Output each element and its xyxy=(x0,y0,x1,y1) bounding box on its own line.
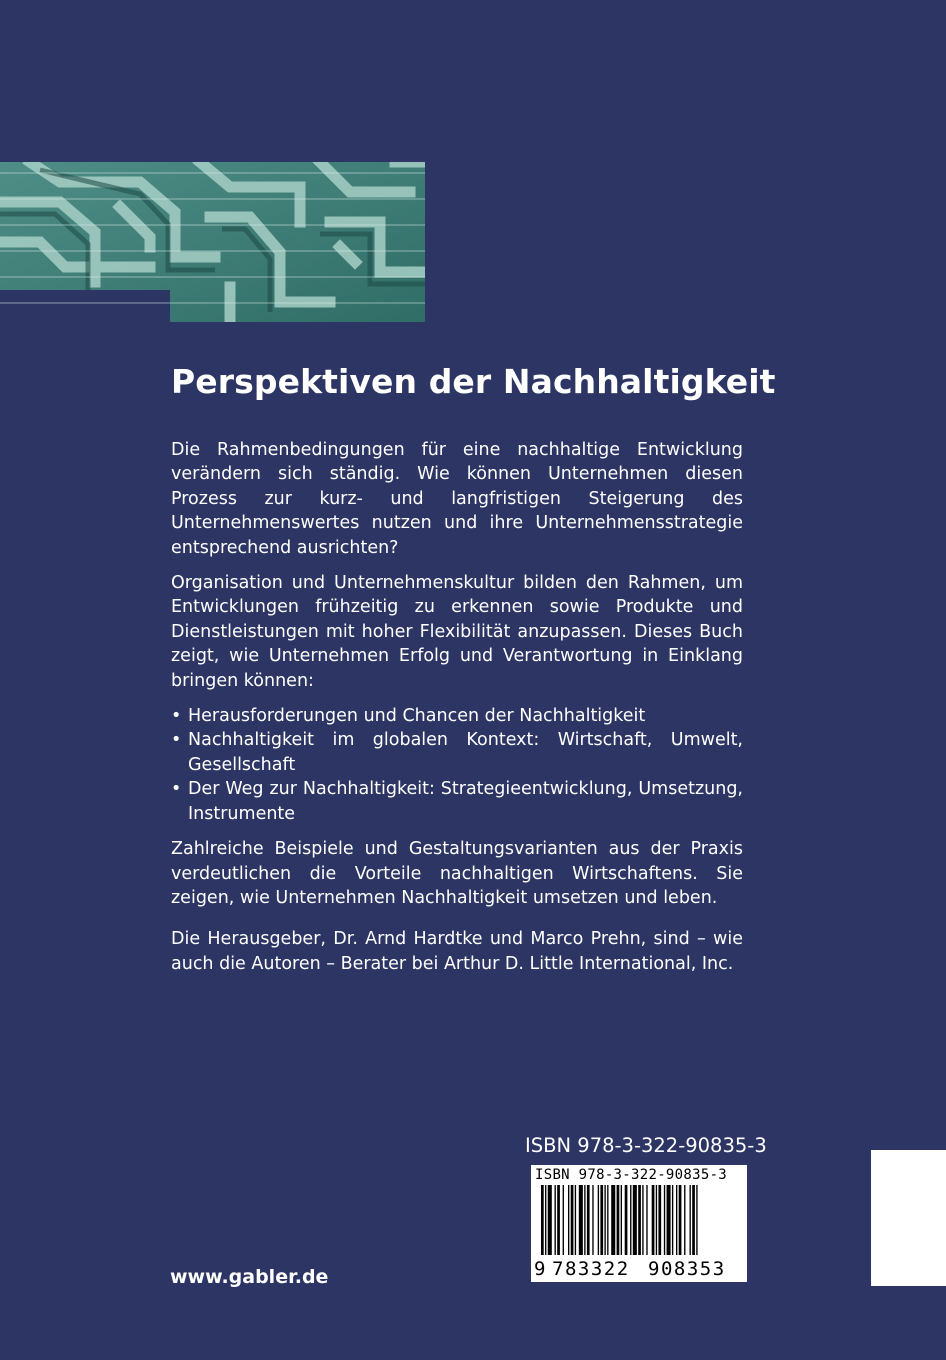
barcode-bar xyxy=(587,1185,590,1255)
ean-first-digit: 9 xyxy=(534,1258,546,1280)
topic-list xyxy=(171,704,743,826)
topic-list-item: • Der Weg zur Nachhaltigkeit: Strategieentwicklung, Umsetzung, Instrumente xyxy=(171,777,743,826)
barcode xyxy=(531,1165,747,1282)
publisher-website: www.gabler.de xyxy=(170,1266,329,1288)
barcode-bar xyxy=(642,1185,643,1255)
barcode-bar xyxy=(684,1185,685,1255)
barcode-bar xyxy=(638,1185,641,1255)
barcode-bar xyxy=(692,1185,695,1255)
barcode-bar xyxy=(696,1185,697,1255)
barcode-bar xyxy=(690,1185,691,1255)
barcode-bar xyxy=(652,1185,655,1255)
barcode-bar xyxy=(664,1185,665,1255)
blurb-paragraph: Die Rahmenbedingungen für eine nachhaltige Entwicklung verändern sich ständig. Wie können Unternehmen diesen Prozess zur kurz- und langfristigen Steigerung des Unternehmenswertes nutzen und ihre Unternehmensstrategie entsprechend ausrichten? xyxy=(171,440,743,558)
barcode-bar xyxy=(679,1185,682,1255)
barcode-bar xyxy=(592,1185,593,1255)
barcode-bar xyxy=(633,1185,637,1255)
barcode-bar xyxy=(563,1185,564,1255)
barcode-bar xyxy=(541,1185,544,1255)
barcode-bar xyxy=(600,1185,603,1255)
barcode-bar xyxy=(555,1185,556,1255)
ean-digit-group-left: 783322 xyxy=(552,1258,630,1280)
topic-list-item: • Nachhaltigkeit im globalen Kontext: Wirtschaft, Umwelt, Gesellschaft xyxy=(171,728,743,777)
barcode-bar xyxy=(617,1185,620,1255)
sticker-area xyxy=(871,1150,946,1286)
isbn-label: ISBN 978-3-322-90835-3 xyxy=(525,1134,767,1157)
barcode-bar xyxy=(676,1185,677,1255)
barcode-isbn-text: ISBN 978-3-322-90835-3 xyxy=(535,1167,728,1183)
barcode-bar xyxy=(630,1185,631,1255)
barcode-bar xyxy=(658,1185,661,1255)
barcode-bar xyxy=(575,1185,576,1255)
barcode-bar xyxy=(656,1185,657,1255)
barcode-bar xyxy=(545,1185,546,1255)
barcode-bar xyxy=(625,1185,628,1255)
blurb xyxy=(171,438,743,976)
barcode-bar xyxy=(672,1185,673,1255)
book-title: Perspektiven der Nachhaltigkeit xyxy=(171,362,776,401)
cover-maze-image xyxy=(0,162,425,322)
ean-digit-group-right: 908353 xyxy=(648,1258,726,1280)
barcode-bar xyxy=(548,1185,552,1255)
barcode-bar xyxy=(584,1185,585,1255)
barcode-bar xyxy=(579,1185,583,1255)
barcode-bar xyxy=(621,1185,622,1255)
editors-paragraph: Die Herausgeber, Dr. Arnd Hardtke und Marco Prehn, sind – wie auch die Autoren – Berater bei Arthur D. Little International, Inc. xyxy=(171,929,743,974)
barcode-bar xyxy=(571,1185,574,1255)
barcode-bar xyxy=(568,1185,569,1255)
barcode-bar xyxy=(557,1185,560,1255)
barcode-bar xyxy=(611,1185,615,1255)
blurb-paragraph: Organisation und Unternehmenskultur bilden den Rahmen, um Entwicklungen frühzeitig zu erkennen sowie Produkte und Dienstleistungen mit hoher Flexibilität anzupassen. Dieses Buch zeigt, wie Unternehmen Erfolg und Verantwortung in Einklang bringen können: xyxy=(171,573,743,691)
barcode-bar xyxy=(667,1185,671,1255)
barcode-bar xyxy=(598,1185,599,1255)
barcode-bar xyxy=(646,1185,647,1255)
barcode-bar xyxy=(604,1185,605,1255)
blurb-paragraph: Zahlreiche Beispiele und Gestaltungsvarianten aus der Praxis verdeutlichen die Vorteile nachhaltigen Wirtschaftens. Sie zeigen, wie Unternehmen Nachhaltigkeit umsetzen und leben. xyxy=(171,839,743,908)
maze-icon xyxy=(0,162,425,322)
barcode-bar xyxy=(607,1185,608,1255)
topic-list-item: • Herausforderungen und Chancen der Nachhaltigkeit xyxy=(171,704,743,728)
